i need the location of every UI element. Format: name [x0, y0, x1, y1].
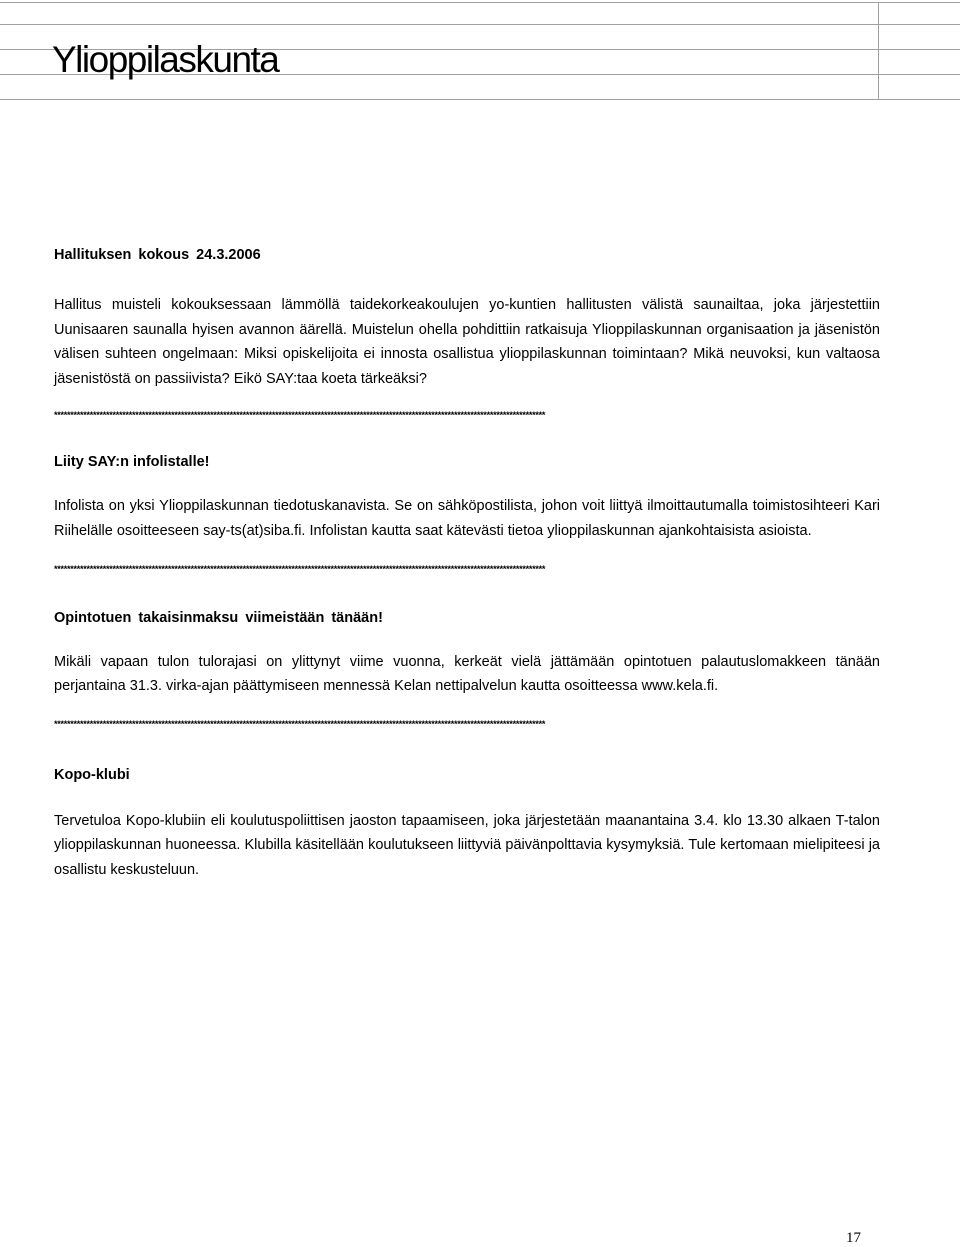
header-rule-2 [0, 24, 960, 25]
page-title: Ylioppilaskunta [52, 39, 279, 80]
page-number: 17 [846, 1230, 861, 1246]
article-content [54, 244, 880, 883]
header-vertical-rule [878, 2, 879, 100]
section-separator: ******************************************************************************************************************************************************* [54, 718, 546, 729]
section-separator: ******************************************************************************************************************************************************* [54, 563, 546, 574]
section-body-study-grant: Mikäli vapaan tulon tulorajasi on ylittynyt viime vuonna, kerkeät vielä jättämään opintotuen palautuslomakkeen tänään perjantaina 31.3. virka-ajan päättymiseen mennessä Kelan nettipalvelun kautta osoitteessa www.kela.fi. [54, 653, 880, 695]
header-rule-top [0, 2, 960, 3]
section-heading-kopo-club: Kopo-klubi [54, 766, 130, 783]
section-body-board-meeting: Hallitus muisteli kokouksessaan lämmöllä taidekorkeakoulujen yo-kuntien hallitusten välistä saunailtaa, joka järjestettiin Uunisaaren saunalla hyisen avannon äärellä. Muistelun ohella pohdittiin ratkaisuja Ylioppilaskunnan organisaation ja jäsenistön välisen suhteen ongelmaan: Miksi opiskelijoita ei innosta osallistua ylioppilaskunnan toimintaan? Mikä neuvoksi, kun valtaosa jäsenistöstä on passiivista? Eikö SAY:taa koeta tärkeäksi? [54, 297, 880, 387]
section-heading-infolist: Liity SAY:n infolistalle! [54, 454, 210, 471]
section-body-kopo-club: Tervetuloa Kopo-klubiin eli koulutuspoliittisen jaoston tapaamiseen, joka järjestetään maanantaina 3.4. klo 13.30 alkaen T-talon ylioppilaskunnan huoneessa. Klubilla käsitellään koulutukseen liittyviä päivänpolttavia kysymyksiä. Tule kertomaan mielipiteesi ja osallistu keskusteluun. [54, 812, 880, 878]
section-body-infolist: Infolista on yksi Ylioppilaskunnan tiedotuskanavista. Se on sähköpostilista, johon voit liittyä ilmoittautumalla toimistosihteeri Kari Riihelälle osoitteeseen say-ts(at)siba.fi. Infolistan kautta saat kätevästi tietoa ylioppilaskunnan ajankohtaisista asioista. [54, 498, 880, 539]
section-heading-study-grant: Opintotuen takaisinmaksu viimeistään tänään! [54, 609, 383, 626]
header-rule-bottom [0, 99, 960, 100]
section-separator: ******************************************************************************************************************************************************* [54, 410, 546, 421]
section-heading-board-meeting: Hallituksen kokous 24.3.2006 [54, 247, 261, 263]
